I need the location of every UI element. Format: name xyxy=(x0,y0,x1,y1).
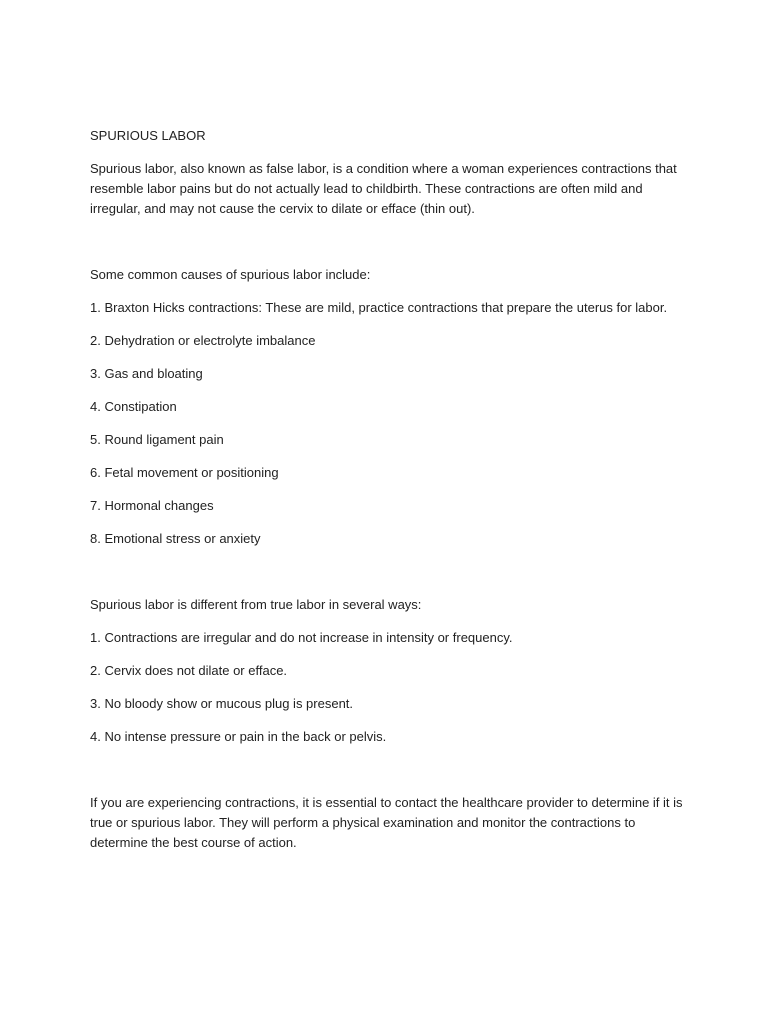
cause-item: 8. Emotional stress or anxiety xyxy=(90,531,261,546)
closing-paragraph xyxy=(90,793,690,853)
document-title: SPURIOUS LABOR xyxy=(90,128,206,143)
cause-item: 1. Braxton Hicks contractions: These are mild, practice contractions that prepare the uterus for labor. xyxy=(90,300,668,315)
difference-item: 4. No intense pressure or pain in the back or pelvis. xyxy=(90,729,387,744)
cause-item: 2. Dehydration or electrolyte imbalance xyxy=(90,333,316,348)
cause-item: 3. Gas and bloating xyxy=(90,366,203,381)
differences-heading: Spurious labor is different from true labor in several ways: xyxy=(90,597,422,612)
intro-paragraph xyxy=(90,159,690,219)
cause-item: 7. Hormonal changes xyxy=(90,498,214,513)
intro-line: Spurious labor, also known as false labor, is a condition where a woman experiences contractions that xyxy=(90,161,677,176)
closing-line: true or spurious labor. They will perform a physical examination and monitor the contractions to xyxy=(90,815,636,830)
cause-item: 5. Round ligament pain xyxy=(90,432,224,447)
causes-heading: Some common causes of spurious labor include: xyxy=(90,267,371,282)
cause-item: 4. Constipation xyxy=(90,399,177,414)
intro-line: irregular, and may not cause the cervix to dilate or efface (thin out). xyxy=(90,201,475,216)
document-body xyxy=(90,126,690,853)
closing-line: determine the best course of action. xyxy=(90,835,297,850)
difference-item: 3. No bloody show or mucous plug is present. xyxy=(90,696,354,711)
intro-line: resemble labor pains but do not actually lead to childbirth. These contractions are often mild and xyxy=(90,181,643,196)
difference-item: 2. Cervix does not dilate or efface. xyxy=(90,663,288,678)
difference-item: 1. Contractions are irregular and do not increase in intensity or frequency. xyxy=(90,630,513,645)
cause-item: 6. Fetal movement or positioning xyxy=(90,465,279,480)
closing-line: If you are experiencing contractions, it is essential to contact the healthcare provider to determine if it is xyxy=(90,795,683,810)
